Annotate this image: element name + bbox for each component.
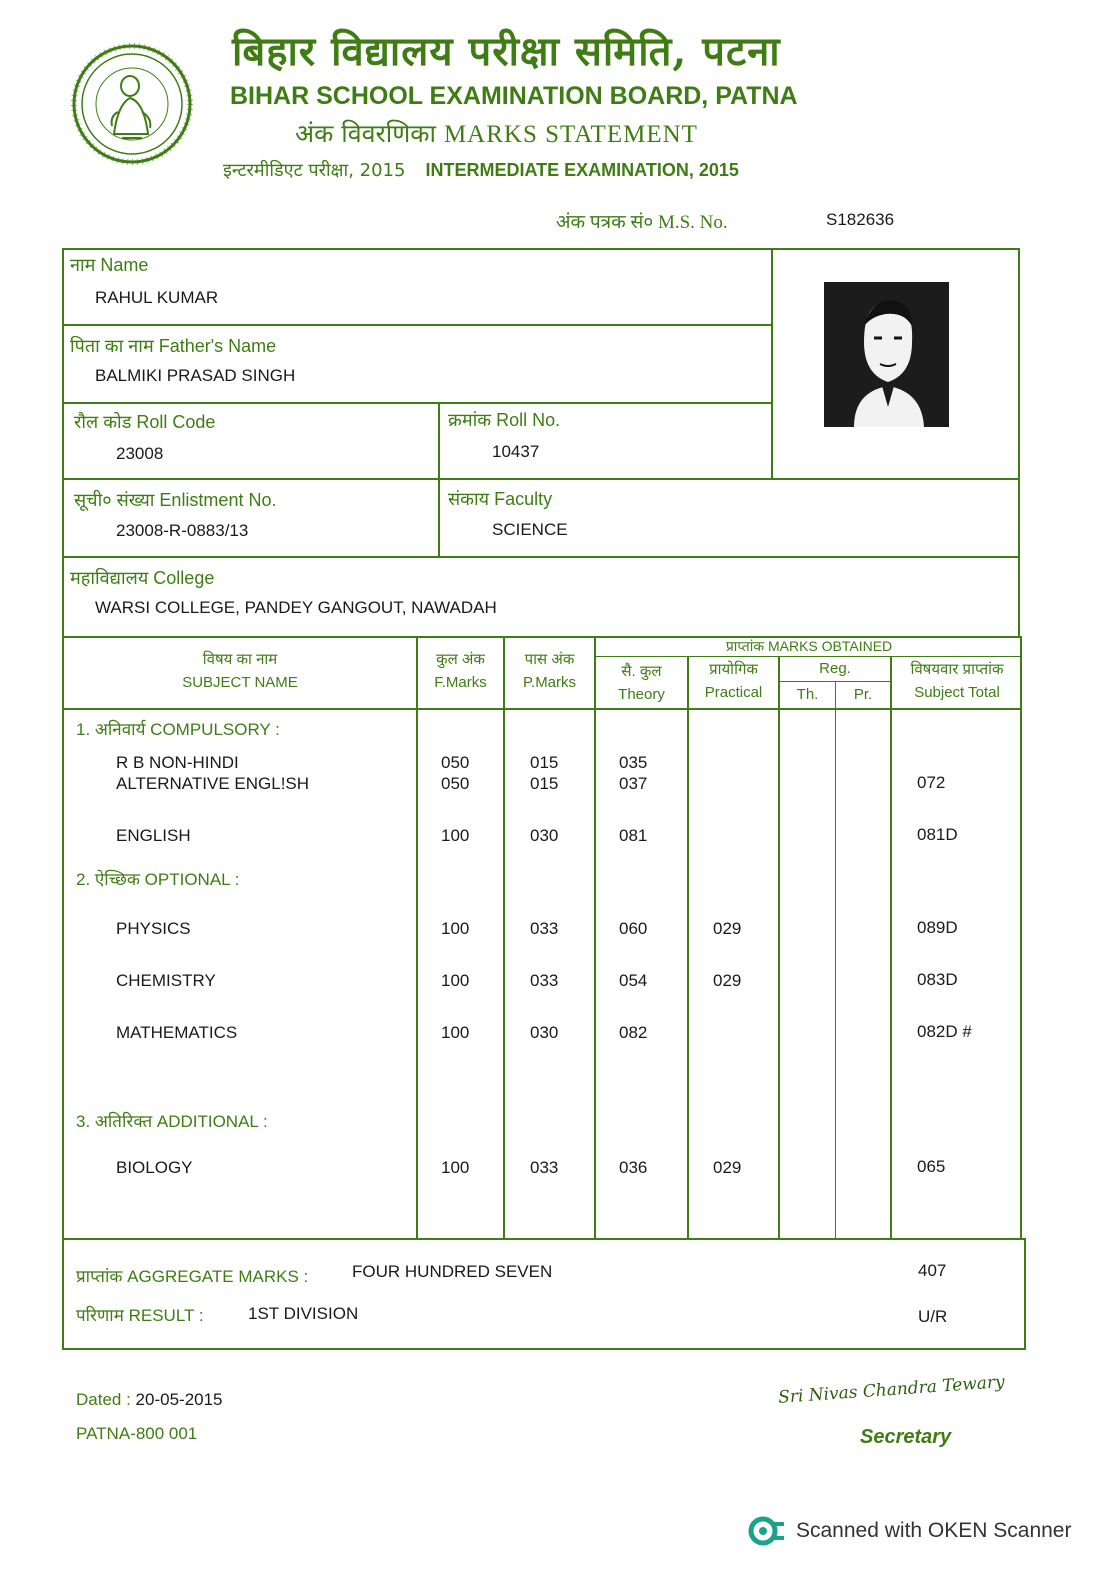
header-fmarks-hindi: कुल अंक — [436, 651, 485, 668]
col-divider-total — [890, 656, 892, 1240]
row-practical: 029 — [713, 919, 742, 938]
aggregate-label: प्राप्तांक AGGREGATE MARKS : — [76, 1267, 309, 1286]
row-fmarks: 100 — [441, 919, 470, 938]
row-total: 065 — [917, 1157, 946, 1176]
summary-box — [62, 1238, 1026, 1350]
header-pmarks — [505, 648, 594, 695]
result-code: U/R — [918, 1307, 948, 1326]
roll-code-label: रौल कोड Roll Code — [74, 412, 216, 432]
header-subject-total — [892, 658, 1022, 705]
dated-line — [76, 1390, 223, 1410]
header-reg-pr: Pr. — [853, 686, 873, 703]
row-subject: BIOLOGY — [116, 1158, 193, 1177]
header-fmarks-english: F.Marks — [434, 674, 487, 692]
address: PATNA-800 001 — [76, 1424, 198, 1443]
header-practical-hindi: प्रायोगिक — [709, 661, 758, 678]
section-compulsory: 1. अनिवार्य COMPULSORY : — [76, 720, 280, 739]
row-subject: ENGLISH — [116, 826, 191, 845]
scanner-text: Scanned with OKEN Scanner — [796, 1519, 1072, 1542]
enlistment-label: सूची० संख्या Enlistment No. — [74, 490, 277, 510]
result-value: 1ST DIVISION — [248, 1304, 359, 1323]
row-pmarks: 015 — [530, 774, 559, 793]
row-subject: MATHEMATICS — [116, 1023, 238, 1042]
row-pmarks: 033 — [530, 1158, 559, 1177]
row-theory: 060 — [619, 919, 648, 938]
faculty-label: संकाय Faculty — [448, 489, 553, 509]
student-photo — [824, 282, 949, 427]
exam-title-english: INTERMEDIATE EXAMINATION, 2015 — [425, 160, 739, 180]
reg-header-divider — [778, 681, 890, 682]
section-optional: 2. ऐच्छिक OPTIONAL : — [76, 870, 240, 889]
header-fmarks — [418, 648, 503, 695]
col-divider-practical — [778, 656, 780, 1240]
divider-father — [62, 402, 772, 404]
college-value: WARSI COLLEGE, PANDEY GANGOUT, NAWADAH — [95, 598, 497, 617]
row-fmarks: 050 — [441, 774, 470, 793]
header-subject-hindi: विषय का नाम — [202, 651, 278, 668]
header-reg: Reg. — [819, 660, 851, 677]
row-subject: PHYSICS — [116, 919, 191, 938]
header-practical — [689, 658, 778, 705]
row-total: 081D — [917, 825, 958, 844]
aggregate-value: 407 — [918, 1261, 947, 1280]
row-pmarks: 015 — [530, 753, 559, 772]
exam-title — [223, 158, 739, 182]
photo-divider — [771, 248, 773, 478]
row-total: 089D — [917, 918, 958, 937]
row-pmarks: 030 — [530, 826, 559, 845]
roll-divider — [438, 402, 440, 557]
row-practical: 029 — [713, 1158, 742, 1177]
row-practical: 029 — [713, 971, 742, 990]
divider-roll — [62, 478, 1020, 480]
roll-code-value: 23008 — [116, 444, 164, 463]
ms-no-label: अंक पत्रक सं० M.S. No. — [556, 212, 728, 233]
divider-enlistment — [62, 556, 1020, 558]
row-total: 083D — [917, 970, 958, 989]
header-total-hindi: विषयवार प्राप्तांक — [910, 661, 1004, 678]
row-theory: 054 — [619, 971, 648, 990]
header-subject — [64, 648, 416, 695]
row-fmarks: 100 — [441, 971, 470, 990]
row-subject: CHEMISTRY — [116, 971, 216, 990]
secretary-title: Secretary — [860, 1426, 952, 1448]
section-additional: 3. अतिरिक्त ADDITIONAL : — [76, 1112, 268, 1131]
board-title-hindi: बिहार विद्यालय परीक्षा समिति, पटना — [232, 28, 781, 75]
header-pmarks-hindi: पास अंक — [524, 651, 575, 668]
aggregate-words: FOUR HUNDRED SEVEN — [352, 1262, 553, 1281]
dated-value: 20-05-2015 — [135, 1390, 223, 1409]
row-pmarks: 030 — [530, 1023, 559, 1042]
statement-title-english: MARKS STATEMENT — [443, 121, 698, 148]
header-theory-hindi: सै. कुल — [621, 663, 662, 680]
row-total: 082D # — [917, 1022, 972, 1041]
header-marks-obtained: प्राप्तांक MARKS OBTAINED — [725, 638, 893, 654]
father-value: BALMIKI PRASAD SINGH — [95, 366, 296, 385]
header-pmarks-english: P.Marks — [522, 674, 577, 692]
table-header-bottom — [62, 708, 1022, 710]
row-theory: 035 — [619, 753, 648, 772]
header-theory-english: Theory — [618, 686, 665, 704]
header-reg-th: Th. — [796, 686, 819, 703]
row-theory: 037 — [619, 774, 648, 793]
row-fmarks: 100 — [441, 826, 470, 845]
row-pmarks: 033 — [530, 971, 559, 990]
college-label: महाविद्यालय College — [70, 568, 215, 588]
row-fmarks: 100 — [441, 1023, 470, 1042]
roll-no-label: क्रमांक Roll No. — [448, 410, 561, 430]
board-seal-logo — [70, 42, 194, 166]
col-divider-theory — [687, 656, 689, 1240]
secretary-signature: Sri Nivas Chandra Tewary — [777, 1372, 1006, 1408]
col-divider-subject — [416, 636, 418, 1240]
father-label: पिता का नाम Father's Name — [70, 336, 277, 356]
scanner-watermark — [748, 1516, 1071, 1546]
name-value: RAHUL KUMAR — [95, 288, 219, 307]
header-practical-english: Practical — [704, 684, 763, 702]
board-title-english: BIHAR SCHOOL EXAMINATION BOARD, PATNA — [230, 82, 798, 110]
faculty-value: SCIENCE — [492, 520, 568, 539]
enlistment-value: 23008-R-0883/13 — [116, 521, 249, 540]
col-divider-fmarks — [503, 636, 505, 1240]
dated-label: Dated : — [76, 1390, 131, 1409]
row-total: 072 — [917, 773, 946, 792]
statement-title-hindi: अंक विवरणिका — [295, 119, 436, 148]
header-theory — [596, 660, 687, 707]
row-subject: ALTERNATIVE ENGL!SH — [116, 774, 310, 793]
divider-name — [62, 324, 772, 326]
row-fmarks: 100 — [441, 1158, 470, 1177]
row-fmarks: 050 — [441, 753, 470, 772]
col-divider-pmarks — [594, 636, 596, 1240]
header-subject-english: SUBJECT NAME — [182, 674, 298, 692]
row-theory: 081 — [619, 826, 648, 845]
result-label: परिणाम RESULT : — [76, 1306, 204, 1325]
header-total-english: Subject Total — [914, 684, 1000, 702]
ms-no-value: S182636 — [826, 210, 895, 229]
roll-no-value: 10437 — [492, 442, 540, 461]
exam-title-hindi: इन्टरमीडिएट परीक्षा, 2015 — [223, 160, 406, 181]
oken-scanner-icon — [748, 1516, 786, 1546]
statement-title — [295, 116, 698, 150]
row-subject: R B NON-HINDI — [116, 753, 239, 772]
name-label: नाम Name — [70, 255, 149, 275]
col-divider-reg — [835, 681, 836, 1240]
row-pmarks: 033 — [530, 919, 559, 938]
row-theory: 036 — [619, 1158, 648, 1177]
row-theory: 082 — [619, 1023, 648, 1042]
